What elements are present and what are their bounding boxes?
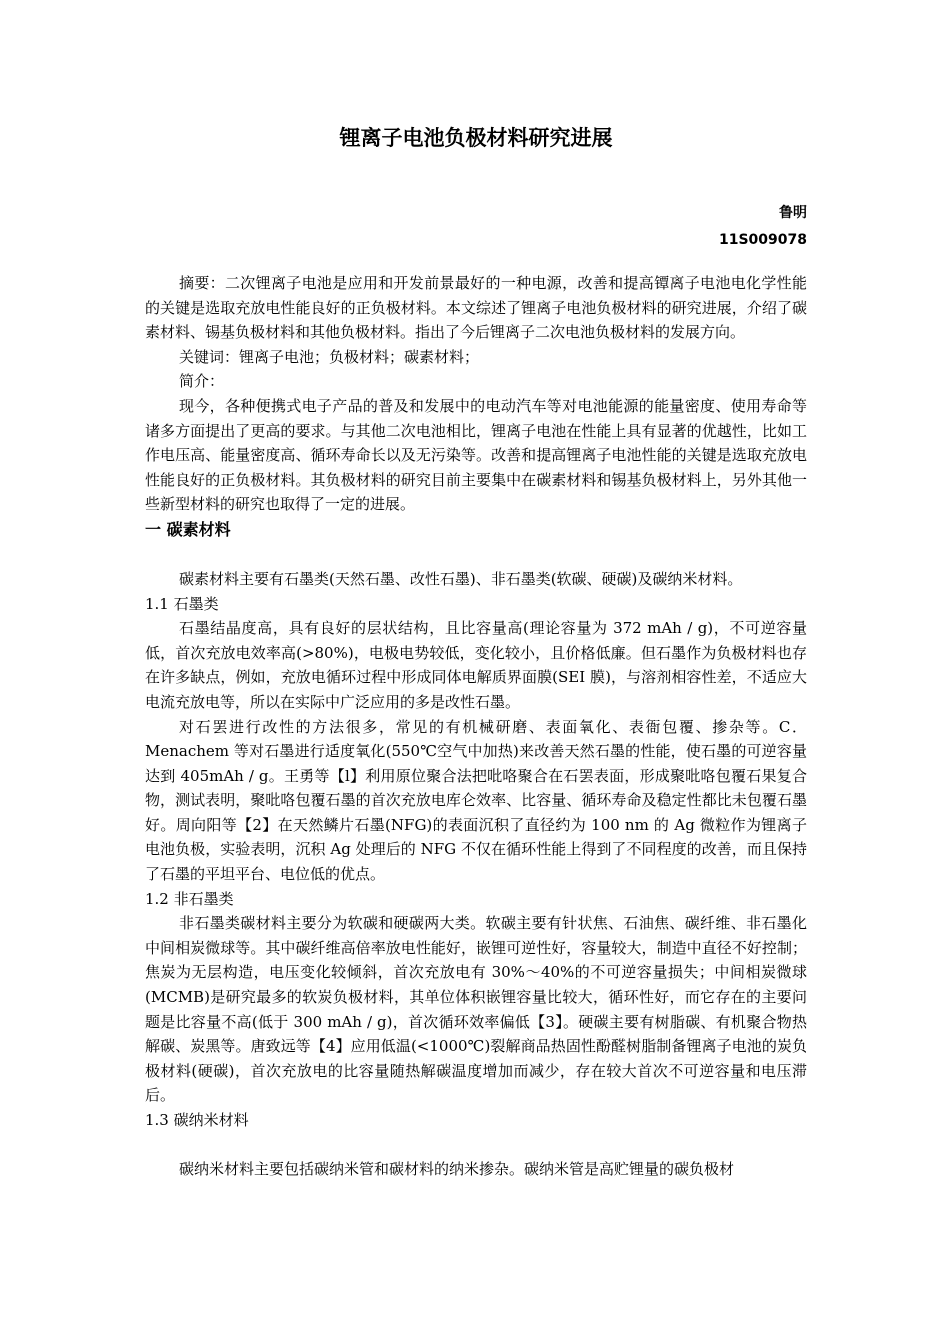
document-title: 锂离子电池负极材料研究进展: [339, 126, 613, 150]
intro-label: 简介：: [179, 372, 225, 391]
nongraphite-paragraph: 非石墨类碳材料主要分为软碳和硬碳两大类。软碳主要有针状焦、石油焦、碳纤维、非石墨化中间相炭微球等。其中碳纤维高倍率放电性能好，嵌锂可逆性好，容量较大，制造中直径不好控制；焦炭为无层构造，电压变化较倾斜，首次充放电有 30%～40%的不可逆容量损失；中间相炭微球(MCMB)是研究最多的软炭负极材料，其单位体积嵌锂容量比较大，循环性好，而它存在的主要问题是比容量不高(低于 300 mAh / g)，首次循环效率偏低【3】。硬碳主要有树脂碳、有机聚合物热解碳、炭黑等。唐致远等【4】应用低温(<1000℃)裂解商品热固性酚醛树脂制备锂离子电池的炭负极材料(硬碳)，首次充放电的比容量随热解碳温度增加而减少，存在较大首次不可逆容量和电压滞后。: [145, 914, 807, 1105]
document-body: [145, 271, 807, 1181]
blank-line: [145, 1133, 807, 1157]
subheading-graphite: 1.1 石墨类: [145, 594, 219, 613]
intro-paragraph: 现今，各种便携式电子产品的普及和发展中的电动汽车等对电池能源的能量密度、使用寿命等诸多方面提出了更高的要求。与其他二次电池相比，锂离子电池在性能上具有显著的优越性，比如工作电压高、能量密度高、循环寿命长以及无污染等。改善和提高锂离子电池性能的关键是选取充放电性能良好的正负极材料。其负极材料的研究目前主要集中在碳素材料和锡基负极材料上，另外其他一些新型材料的研究也取得了一定的进展。: [145, 396, 807, 514]
abstract-paragraph: 摘要：二次锂离子电池是应用和开发前景最好的一种电源，改善和提高镡离子电池电化学性能的关键是选取充放电性能良好的正负极材料。本文综述了锂离子电池负极材料的研究进展，介绍了碳素材料、锡基负极材料和其他负极材料。指出了今后锂离子二次电池负极材料的发展方向。: [145, 274, 807, 342]
graphite-paragraph-2: 对石罢进行改性的方法很多，常见的有机械研磨、表面氧化、表衙包覆、掺杂等。C．Menachem 等对石墨进行适度氧化(550℃空气中加热)来改善天然石墨的性能，使石墨的可逆容量达到 405mAh / g。王勇等【l】利用原位聚合法把吡咯聚合在石罢表面，形成聚吡咯包覆石果复合物，测试表明，聚吡咯包覆石墨的首次充放电库仑效率、比容量、循环寿命及稳定性都比未包覆石墨好。周向阳等【2】在天然鳞片石墨(NFG)的表面沉积了直径约为 100 nm 的 Ag 微粒作为锂离子电池负极，实验表明，沉积 Ag 处理后的 NFG 不仅在循环性能上得到了不同程度的改善，而且保持了石墨的平坦平台、电位低的优点。: [145, 717, 807, 884]
nano-paragraph: 碳纳米材料主要包括碳纳米管和碳材料的纳米掺杂。碳纳米管是高贮锂量的碳负极材: [179, 1159, 735, 1178]
author-block: [719, 200, 807, 254]
section-heading-carbon: 一 碳素材料: [145, 519, 231, 539]
student-id: 11S009078: [718, 232, 807, 248]
subheading-nano: 1.3 碳纳米材料: [145, 1111, 249, 1129]
graphite-paragraph-1: 石墨结晶度高，具有良好的层状结构，且比容量高(理论容量为 372 mAh / g)，不可逆容量低，首次充放电效率高(>80%)，电极电势较低，变化较小，且价格低廉。但石墨作为负极材料也存在许多缺点，例如，充放电循环过程中形成同体电解质界面膜(SEI 膜)，与溶剂相容性差，不适应大电流充放电等，所以在实际中广泛应用的多是改性石墨。: [145, 619, 807, 711]
subheading-nongraphite: 1.2 非石墨类: [145, 889, 234, 908]
keywords-paragraph: 关键词：锂离子电池；负极材料；碳素材料；: [179, 347, 480, 366]
carbon-intro-paragraph: 碳素材料主要有石墨类(天然石墨、改性石墨)、非石墨类(软碳、硬碳)及碳纳米材料。: [179, 569, 743, 588]
author-name: 鲁明: [779, 205, 807, 221]
